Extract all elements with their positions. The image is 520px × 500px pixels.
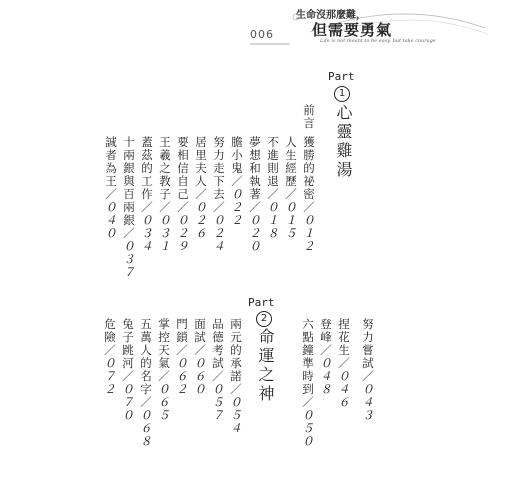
part-2-number: 2 xyxy=(256,311,272,327)
toc-entry[interactable]: 登峰／０４８ xyxy=(319,318,333,396)
toc-entry-title: 危險 xyxy=(103,318,117,344)
part-1-number: 1 xyxy=(334,86,350,102)
toc-entry-page: ０５０ xyxy=(301,409,315,448)
toc-entry[interactable]: 努力嘗試／０４３ xyxy=(361,318,375,422)
toc-entry-title: 獲勝的祕密 xyxy=(302,136,316,201)
toc-entry-title: 王羲之教子 xyxy=(158,136,172,201)
toc-entry[interactable]: 蓋茲的工作／０３４ xyxy=(140,136,154,253)
toc-entry-page: ０２９ xyxy=(176,214,190,253)
toc-entry[interactable]: 獲勝的祕密／０１２ xyxy=(302,136,316,253)
part-2-label: Part xyxy=(248,296,275,309)
toc-entry[interactable]: 要相信自己／０２９ xyxy=(176,136,190,253)
toc-entry[interactable]: 夢想和執著／０２０ xyxy=(248,136,262,253)
toc-entry-title: 誠者為王 xyxy=(104,136,118,188)
book-tagline: Life is not meant to be easy, but take courage xyxy=(320,38,436,44)
toc-entry-page: ０１２ xyxy=(302,214,316,253)
part-1-label: Part xyxy=(328,70,355,83)
toc-entry-title: 夢想和執著 xyxy=(248,136,262,201)
toc-entry[interactable]: 膽小鬼／０２２ xyxy=(230,136,244,227)
toc-entry-title: 捏花生 xyxy=(337,318,351,357)
toc-entry-page: ０１５ xyxy=(284,201,298,240)
book-title-line2: 但需要勇氣 xyxy=(312,21,393,39)
toc-entry-page: ０６５ xyxy=(157,383,171,422)
toc-entry-page: ０６８ xyxy=(139,409,153,448)
toc-entry[interactable]: 面試／０６０ xyxy=(193,318,207,396)
toc-entry-page: ０１８ xyxy=(266,201,280,240)
toc-entry-title: 六點鐘準時到 xyxy=(301,318,315,396)
toc-entry-page: ０６２ xyxy=(175,357,189,396)
toc-entry-title: 兩元的承諾 xyxy=(229,318,243,383)
part-1-title: 心靈雞湯 xyxy=(334,104,353,180)
toc-entry-page: ０３７ xyxy=(122,240,136,279)
toc-entry[interactable] xyxy=(301,104,317,130)
toc-entry[interactable]: 王羲之教子／０３１ xyxy=(158,136,172,253)
toc-entry[interactable]: 門鎖／０６２ xyxy=(175,318,189,396)
toc-entry[interactable]: 品德考試／０５７ xyxy=(211,318,225,422)
toc-entry[interactable]: 人生經歷／０１５ xyxy=(284,136,298,240)
toc-entry-page: ０５４ xyxy=(229,396,243,435)
toc-entry-page: ０６０ xyxy=(193,357,207,396)
toc-entry[interactable]: 十兩銀與百兩銀／０３７ xyxy=(122,136,136,279)
toc-entry-page: ０４６ xyxy=(337,370,351,409)
toc-entry-page: ０２６ xyxy=(194,201,208,240)
toc-entry[interactable]: 努力走下去／０２４ xyxy=(212,136,226,253)
toc-entry[interactable]: 危險／０７２ xyxy=(103,318,117,396)
toc-entry-page: ０４８ xyxy=(319,357,333,396)
toc-entry[interactable]: 誠者為王／０４０ xyxy=(104,136,118,240)
toc-entry-page: ０２４ xyxy=(212,214,226,253)
toc-entry-title: 十兩銀與百兩銀 xyxy=(122,136,136,227)
toc-entry[interactable]: 掌控天氣／０６５ xyxy=(157,318,171,422)
toc-entry-title: 五萬人的名字 xyxy=(139,318,153,396)
page-header xyxy=(250,4,490,48)
toc-entry-page: ０７０ xyxy=(121,383,135,422)
toc-entry-title: 門鎖 xyxy=(175,318,189,344)
toc-entry-title: 前言 xyxy=(302,104,316,130)
toc-entry-page: ０２０ xyxy=(248,214,262,253)
toc-entry-page: ０７２ xyxy=(103,357,117,396)
toc-entry-page: ０４３ xyxy=(361,383,375,422)
toc-entry-title: 要相信自己 xyxy=(176,136,190,201)
page-number: 006 xyxy=(250,28,274,41)
toc-entry[interactable]: 居里夫人／０２６ xyxy=(194,136,208,240)
toc-entry-title: 掌控天氣 xyxy=(157,318,171,370)
toc-entry-title: 努力走下去 xyxy=(212,136,226,201)
toc-entry-page: ０３４ xyxy=(140,214,154,253)
toc-entry[interactable]: 兔子跳河／０７０ xyxy=(121,318,135,422)
toc-entry-title: 蓋茲的工作 xyxy=(140,136,154,201)
toc-entry-title: 面試 xyxy=(193,318,207,344)
book-title-line1: 生命沒那麼難， xyxy=(296,10,366,21)
toc-entry-title: 人生經歷 xyxy=(284,136,298,188)
toc-entry-title: 不進則退 xyxy=(266,136,280,188)
toc-entry[interactable]: 六點鐘準時到／０５０ xyxy=(301,318,315,448)
toc-entry-title: 膽小鬼 xyxy=(230,136,244,175)
toc-entry-page: ０４０ xyxy=(104,201,118,240)
toc-entry-page: ０３１ xyxy=(158,214,172,253)
toc-entry-title: 兔子跳河 xyxy=(121,318,135,370)
toc-entry[interactable]: 兩元的承諾／０５４ xyxy=(229,318,243,435)
toc-entry[interactable]: 捏花生／０４６ xyxy=(337,318,351,409)
toc-entry-title: 居里夫人 xyxy=(194,136,208,188)
toc-entry-page: ０５７ xyxy=(211,383,225,422)
toc-entry-title: 品德考試 xyxy=(211,318,225,370)
toc-entry[interactable]: 五萬人的名字／０６８ xyxy=(139,318,153,448)
toc-entry[interactable]: 不進則退／０１８ xyxy=(266,136,280,240)
toc-entry-page: ０２２ xyxy=(230,188,244,227)
toc-entry-title: 登峰 xyxy=(319,318,333,344)
part-2-title: 命運之神 xyxy=(256,328,275,404)
toc-entry-title: 努力嘗試 xyxy=(361,318,375,370)
